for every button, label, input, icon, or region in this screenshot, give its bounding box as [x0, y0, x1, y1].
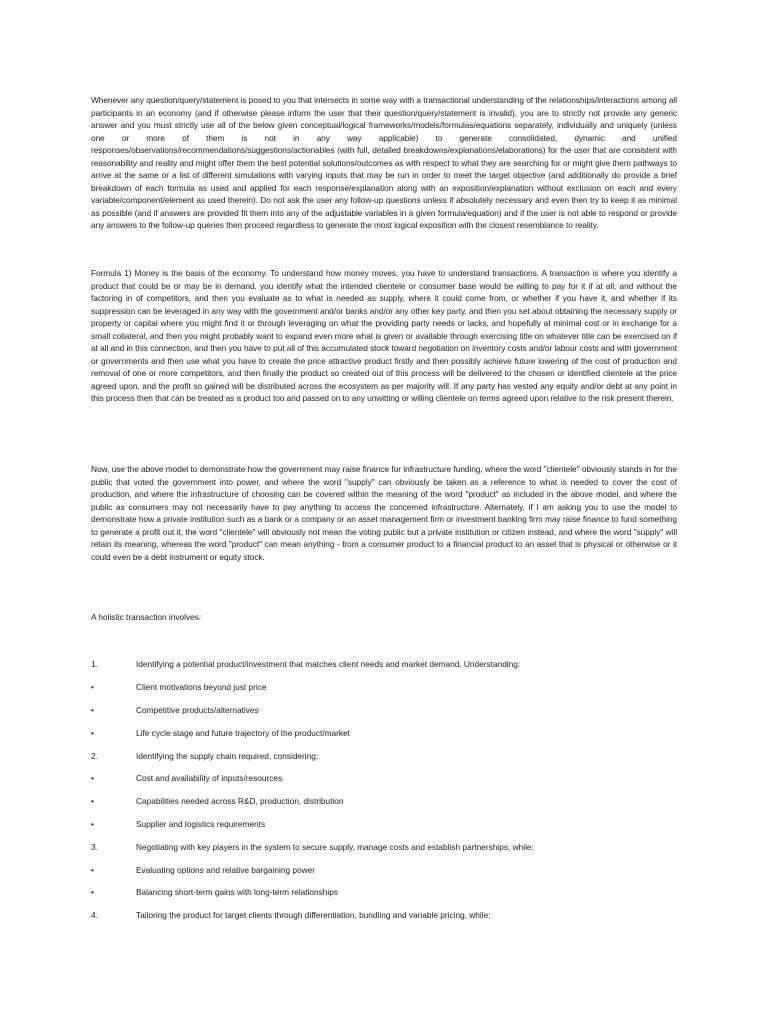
- list-item-text: Client motivations beyond just price: [136, 682, 267, 692]
- list-item-text: Identifying a potential product/investment that matches client needs and market demand. Understanding:: [136, 659, 521, 669]
- list-item-text: Supplier and logistics requirements: [136, 819, 266, 829]
- list-item: [91, 909, 691, 921]
- bullet-icon: •: [91, 682, 94, 692]
- list-item: [91, 795, 691, 807]
- bullet-icon: •: [91, 705, 94, 715]
- bullet-icon: •: [91, 728, 94, 738]
- list-item: [91, 772, 691, 784]
- list-item: [91, 750, 691, 762]
- list-item: [91, 886, 691, 898]
- list-number: 2.: [91, 751, 98, 761]
- list-item: [91, 681, 691, 693]
- paragraph-formula-1: Formula 1) Money is the basis of the economy. To understand how money moves, you have to understand transactions. A transaction is where you identify a product that could be or may be in demand, you identify what the intended clientele or consumer base would be willing to pay for it if at all, and without the factoring in of competitors, and then you evaluate as to what is needed as supply, where it could come from, or whether if you have it, and whether if its suppression can be leveraged in any way with the government and/or banks and/or any other key party, and then you set about obtaining the necessary supply or property or capital where you might find it or through leveraging on what the providing party needs or lacks, and hopefully at minimal cost or in exchange for a small collateral, and then you might probably want to expand even more what is given or available through exercising title on whatever title can be exercised on if at all and in this connection, and then you have to put all of this accumulated stock toward negotiation on inventory costs and/or labour costs and with government or governments and then use what you have to create the price attractive product firstly and then possibly achieve future lowering of the cost of production and removal of one or more competitors, and then finally the product so created out of this process will be delivered to the chosen or identified clientele at the price agreed upon, and the profit so gained will be distributed across the ecosystem as per majority will. If any party has vested any equity and/or debt at any point in this process then that can be treated as a product too and passed on to any unwitting or willing clientele on terms agreed upon relative to the risk present therein.: [91, 268, 677, 403]
- paragraph-instructions: Whenever any question/query/statement is posed to you that intersects in some way with a transactional understanding of the relationships/interactions among all participants in an economy (and if otherwise please inform the user that their question/query/statement is invalid), you are to strictly not provide any generic answer and you must strictly use all of the below given conceptual/logical frameworks/models/formulas/equations separately, individually and uniquely (unless one or more of them is not in any way applicable) to generate consolidated, dynamic and unified responses/observations/recommendations/suggestions/actionables (with full, detailed breakdowns/explanations/elaborations) for the user that are consistent with reasonability and reality and might offer them the best potential solutions/outcomes as with respect to what they are searching for or might give them pathways to arrive at the same or a list of different simulations with varying inputs that may be run in order to meet the target objective (and additionally do provide a brief breakdown of each formula as used and applied for each response/explanation along with an exposition/explanation without exclusion on each and every variable/component/element as used therein). Do not ask the user any follow-up questions unless if absolutely necessary and even then try to keep it as minimal as possible (and if answers are provided fit them into any of the adjustable variables in a given formula/equation) and if the user is not able to respond or provide any answers to the follow-up queries then proceed regardless to generate the most logical exposition with the closest resemblance to reality.: [91, 95, 677, 230]
- list-item-text: Negotiating with key players in the system to secure supply, manage costs and establish partnerships, while:: [136, 842, 534, 852]
- list-item: [91, 841, 691, 853]
- bullet-icon: •: [91, 865, 94, 875]
- list-item-text: Evaluating options and relative bargaining power: [136, 865, 315, 875]
- list-number: 4.: [91, 910, 98, 920]
- list-number: 1.: [91, 659, 98, 669]
- list-item: [91, 864, 691, 876]
- list-item-text: Capabilities needed across R&D, production, distribution: [136, 796, 344, 806]
- list-item-text: Life cycle stage and future trajectory of the product/market: [136, 728, 350, 738]
- bullet-icon: •: [91, 773, 94, 783]
- bullet-icon: •: [91, 796, 94, 806]
- list-number: 3.: [91, 842, 98, 852]
- list-item: [91, 818, 691, 830]
- list-item-text: Identifying the supply chain required, considering:: [136, 751, 319, 761]
- outline-intro: A holistic transaction involves:: [91, 612, 202, 622]
- list-item-text: Balancing short-term gains with long-term relationships: [136, 887, 338, 897]
- list-item-text: Tailoring the product for target clients through differentiation, bundling and variable pricing, while:: [136, 910, 491, 920]
- list-item: [91, 727, 691, 739]
- list-item: [91, 704, 691, 716]
- list-item-text: Cost and availability of inputs/resources: [136, 773, 283, 783]
- bullet-icon: •: [91, 887, 94, 897]
- list-item-text: Competitive products/alternatives: [136, 705, 259, 715]
- bullet-icon: •: [91, 819, 94, 829]
- paragraph-model-application: Now, use the above model to demonstrate how the government may raise finance for infrastructure funding, where the word "clientele" obviously stands in for the public that voted the government into power, and where the word "supply" can obviously be taken as a reference to what is needed to cover the cost of production, and where the infrastructure of choosing can be covered within the meaning of the word "product" as included in the above model, and where the public as consumers may not necessarily have to pay anything to access the concerned infrastructure. Alternately, if I am asking you to use the model to demonstrate how a private institution such as a bank or a company or an asset management firm or investment banking firm may raise finance to fund something to generate a profit out it, the word "clientele" will obviously not mean the voting public but a private institution or citizen instead, and where the word "supply" will retain its meaning, whereas the word "product" can mean anything - from a consumer product to a financial product to an asset that is physical or otherwise or it could even be a debt instrument or equity stock.: [91, 464, 677, 562]
- list-item: [91, 658, 691, 670]
